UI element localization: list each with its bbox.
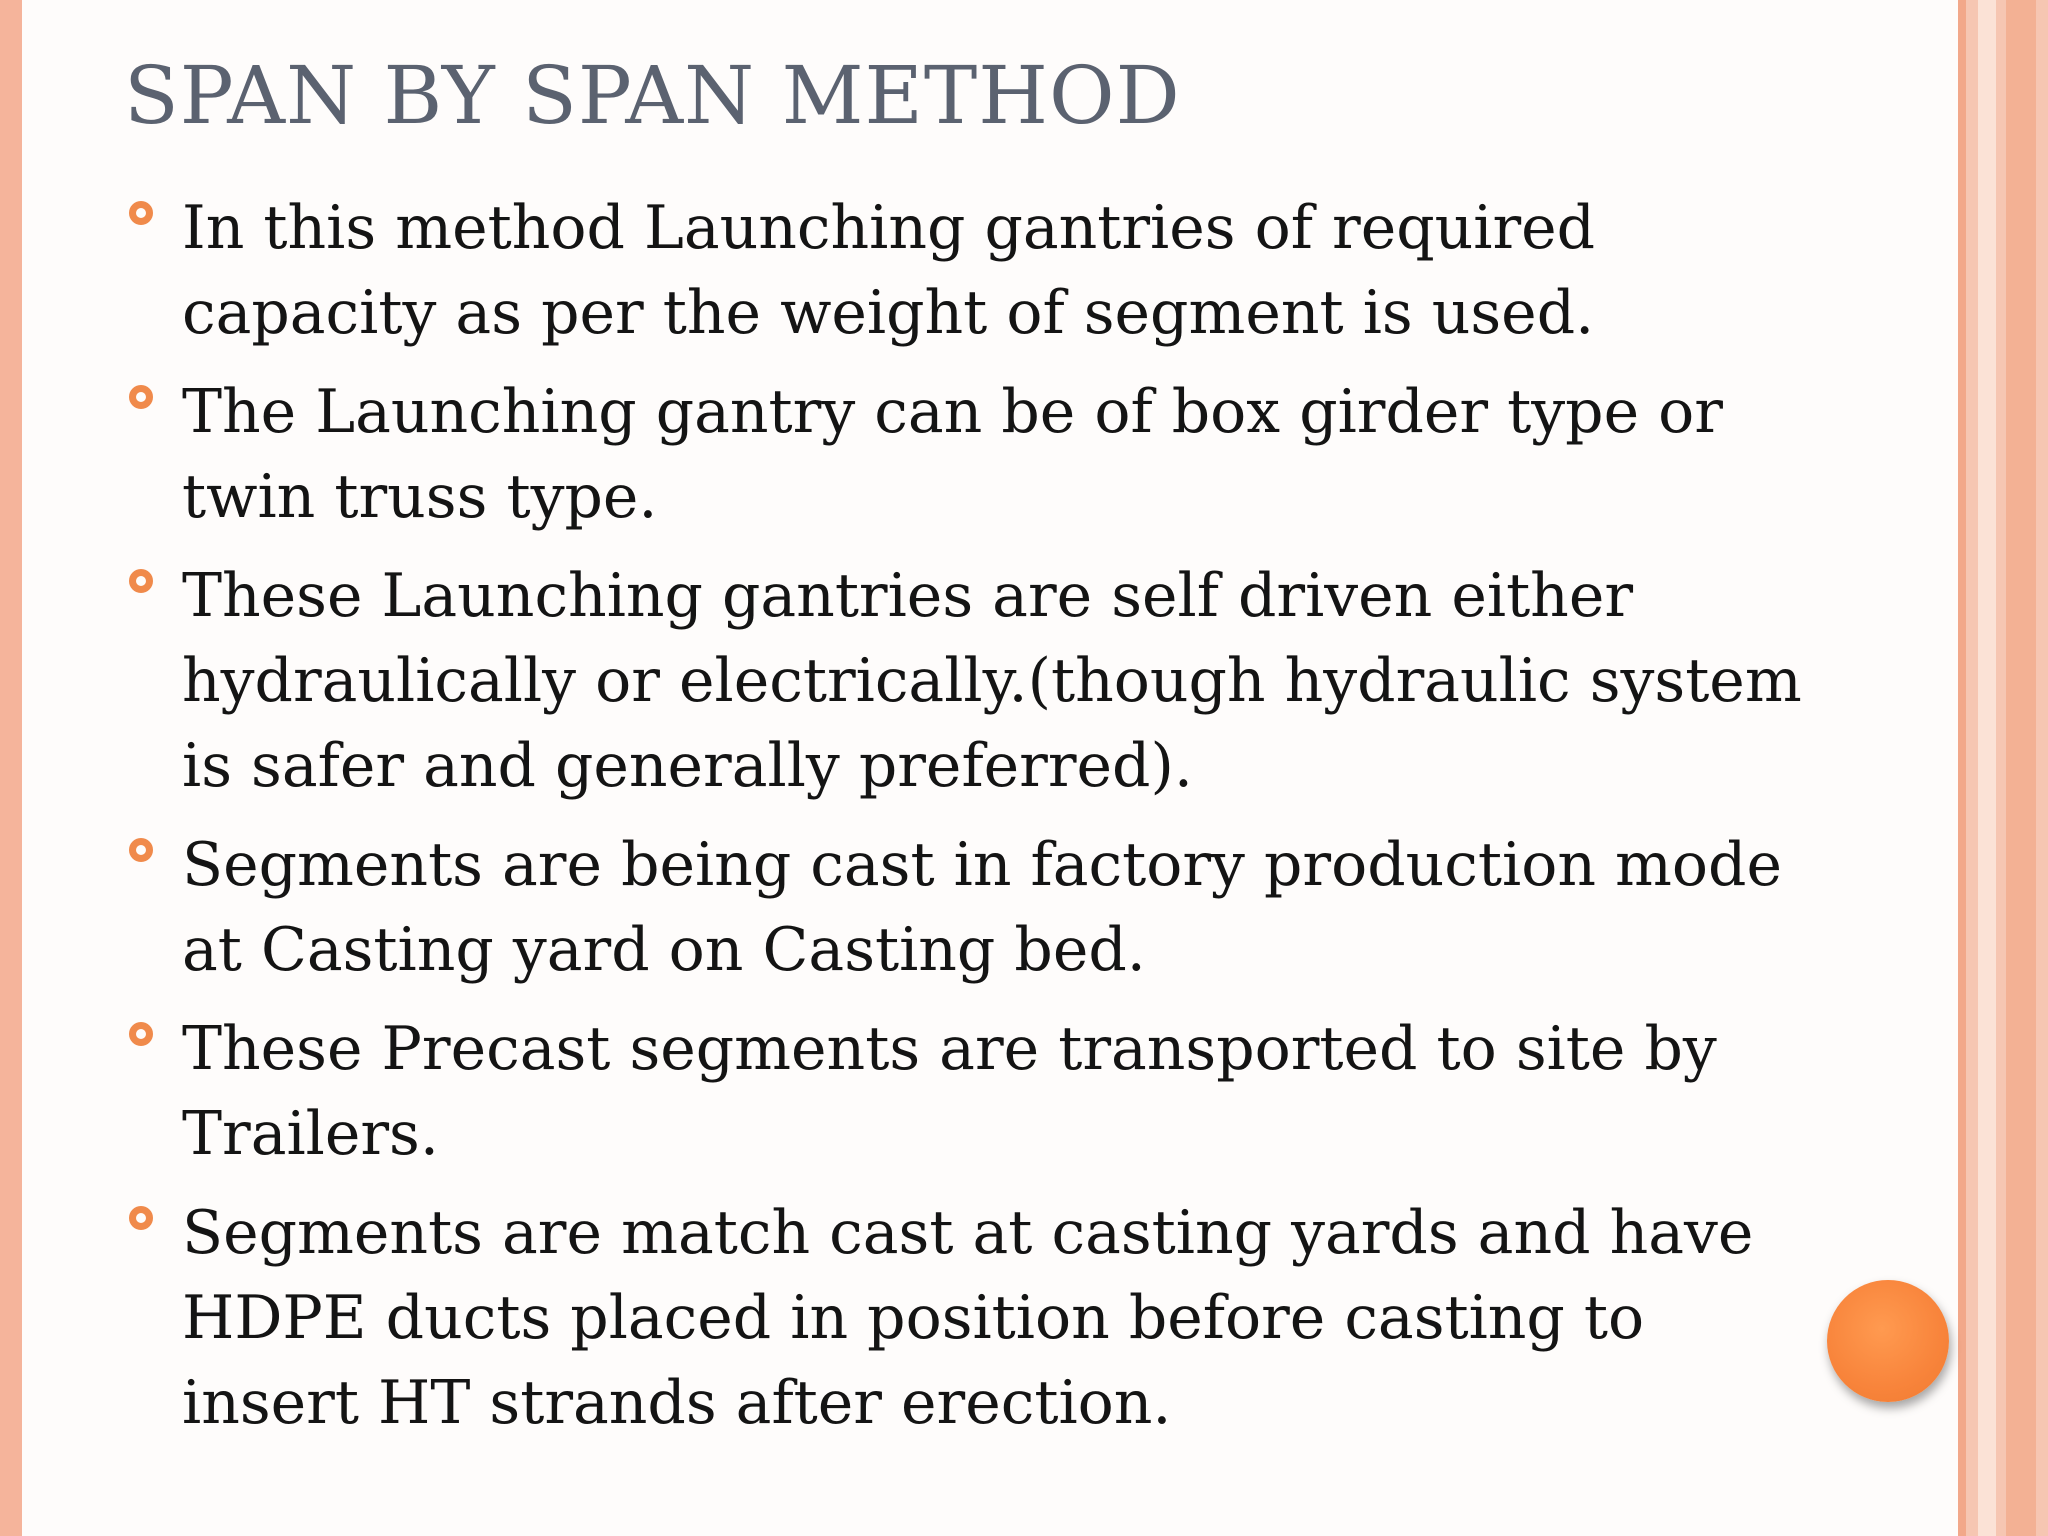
bullet-item (0, 370, 1822, 540)
bullet-item (0, 1191, 1822, 1446)
bullet-list (0, 186, 1900, 1460)
orange-circle-decoration-icon (1827, 1280, 1949, 1402)
bullet-text: These Precast segments are transported to site by Trailers. (182, 1014, 1717, 1169)
ring-bullet-icon (129, 385, 153, 409)
right-decorative-stripe (1978, 0, 1996, 1536)
ring-bullet-icon (129, 1022, 153, 1046)
bullet-text: Segments are being cast in factory production mode at Casting yard on Casting bed. (182, 830, 1782, 985)
bullet-text: These Launching gantries are self driven either hydraulically or electrically.(though hydraulic system is safer and generally preferred). (182, 561, 1802, 801)
bullet-text: Segments are match cast at casting yards and have HDPE ducts placed in position before casting to insert HT strands after erection. (182, 1198, 1754, 1438)
right-decorative-stripe (1958, 0, 1966, 1536)
slide-title: SPAN BY SPAN METHOD (124, 49, 1181, 142)
ring-bullet-icon (129, 838, 153, 862)
bullet-item (0, 554, 1822, 809)
bullet-item (0, 186, 1822, 356)
right-decorative-stripe (2006, 0, 2036, 1536)
ring-bullet-icon (129, 1206, 153, 1230)
bullet-text: In this method Launching gantries of required capacity as per the weight of segment is used. (182, 193, 1596, 348)
bullet-item (0, 1007, 1822, 1177)
ring-bullet-icon (129, 569, 153, 593)
bullet-item (0, 823, 1822, 993)
bullet-text: The Launching gantry can be of box girder type or twin truss type. (182, 377, 1723, 532)
ring-bullet-icon (129, 201, 153, 225)
